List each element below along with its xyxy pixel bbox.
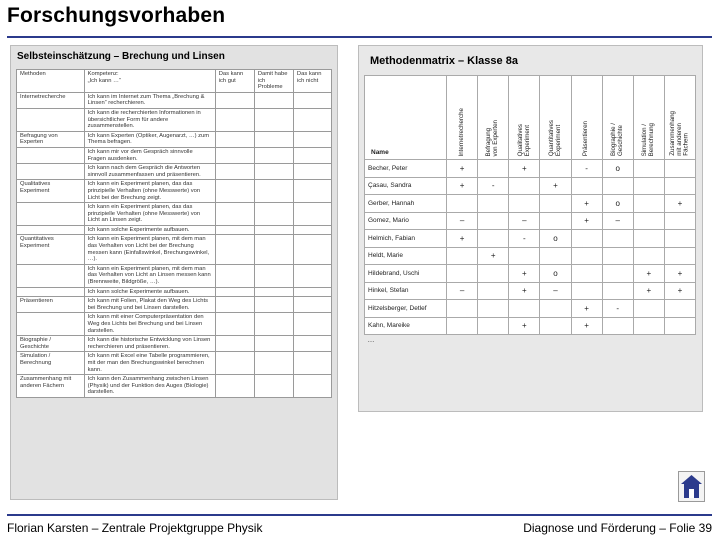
- matrix-mark-cell[interactable]: [509, 247, 540, 265]
- self-assessment-row: [17, 108, 332, 131]
- competence-cell: Ich kann ein Experiment planen, das das prinzipielle Verhalten (ohne Messwerte) von Licht bei der Brechung zeigt.: [84, 180, 215, 203]
- home-icon[interactable]: [678, 471, 705, 502]
- matrix-row: [365, 230, 696, 248]
- matrix-mark-cell[interactable]: -: [602, 300, 633, 318]
- matrix-mark-cell[interactable]: –: [509, 212, 540, 230]
- name-header: Name: [365, 76, 447, 160]
- rating-cannot-cell[interactable]: [293, 164, 331, 180]
- title-divider: [7, 36, 712, 38]
- rating-problems-cell[interactable]: [254, 180, 293, 203]
- matrix-mark-cell[interactable]: [509, 177, 540, 195]
- matrix-column-label: Simulation / Berechnung: [641, 122, 655, 156]
- matrix-mark-cell[interactable]: [664, 177, 695, 195]
- student-name: Hitzelsberger, Detlef: [365, 300, 447, 318]
- matrix-mark-cell[interactable]: -: [571, 160, 602, 178]
- rating-cannot-cell[interactable]: [293, 108, 331, 131]
- self-assessment-row: [17, 264, 332, 287]
- matrix-mark-cell[interactable]: +: [509, 265, 540, 283]
- competence-cell: Ich kann ein Experiment planen, mit dem man das Verhalten von Licht an Linsen messen kann (Brennweite, Bildgröße, …).: [84, 264, 215, 287]
- matrix-ellipsis-row: [365, 335, 696, 346]
- matrix-mark-cell[interactable]: [478, 265, 509, 283]
- rating-good-cell[interactable]: [215, 313, 254, 336]
- matrix-mark-cell[interactable]: [633, 317, 664, 335]
- matrix-row: [365, 160, 696, 178]
- footer-slide-info: Diagnose und Förderung – Folie 39: [523, 521, 712, 535]
- matrix-row: [365, 247, 696, 265]
- rating-cannot-cell[interactable]: [293, 264, 331, 287]
- method-matrix-title: Methodenmatrix – Klasse 8a: [370, 55, 518, 67]
- matrix-column-label: Biographie / Geschichte: [609, 122, 624, 156]
- header-probleme: Damit habe ich Probleme: [254, 70, 293, 93]
- competence-cell: Ich kann nach dem Gespräch die Antworten sinnvoll zusammenfassen und präsentieren.: [84, 164, 215, 180]
- matrix-mark-cell[interactable]: [633, 230, 664, 248]
- rating-good-cell[interactable]: [215, 180, 254, 203]
- self-assessment-row: [17, 164, 332, 180]
- matrix-mark-cell[interactable]: [509, 195, 540, 213]
- rating-cannot-cell[interactable]: [293, 336, 331, 352]
- header-kompetenz: Kompetenz: „Ich kann …“: [84, 70, 215, 93]
- matrix-mark-cell[interactable]: +: [447, 177, 478, 195]
- rating-cannot-cell[interactable]: [293, 225, 331, 235]
- rating-good-cell[interactable]: [215, 92, 254, 108]
- matrix-mark-cell[interactable]: [478, 160, 509, 178]
- rating-problems-cell[interactable]: [254, 352, 293, 375]
- header-kann-gut: Das kann ich gut: [215, 70, 254, 93]
- matrix-mark-cell[interactable]: +: [447, 160, 478, 178]
- matrix-mark-cell[interactable]: [633, 177, 664, 195]
- matrix-column-header: [664, 76, 695, 160]
- matrix-mark-cell[interactable]: [571, 177, 602, 195]
- rating-good-cell[interactable]: [215, 352, 254, 375]
- matrix-mark-cell[interactable]: +: [509, 317, 540, 335]
- matrix-mark-cell[interactable]: +: [664, 195, 695, 213]
- self-assessment-row: [17, 375, 332, 398]
- matrix-row: [365, 195, 696, 213]
- self-assessment-header-row: [17, 70, 332, 93]
- method-cell: Internetrecherche: [17, 92, 85, 108]
- matrix-mark-cell[interactable]: [602, 282, 633, 300]
- matrix-row: [365, 212, 696, 230]
- matrix-mark-cell[interactable]: –: [540, 282, 571, 300]
- matrix-mark-cell[interactable]: [602, 317, 633, 335]
- competence-cell: Ich kann solche Experimente aufbauen.: [84, 225, 215, 235]
- rating-good-cell[interactable]: [215, 203, 254, 226]
- rating-cannot-cell[interactable]: [293, 131, 331, 147]
- matrix-mark-cell[interactable]: +: [571, 195, 602, 213]
- rating-problems-cell[interactable]: [254, 375, 293, 398]
- matrix-mark-cell[interactable]: [447, 317, 478, 335]
- matrix-column-header: [478, 76, 509, 160]
- matrix-mark-cell[interactable]: [540, 300, 571, 318]
- rating-problems-cell[interactable]: [254, 287, 293, 297]
- self-assessment-table: [16, 69, 332, 398]
- method-cell: [17, 287, 85, 297]
- method-cell: Befragung von Experten: [17, 131, 85, 147]
- rating-problems-cell[interactable]: [254, 92, 293, 108]
- matrix-mark-cell[interactable]: [540, 247, 571, 265]
- matrix-mark-cell[interactable]: [633, 300, 664, 318]
- matrix-mark-cell[interactable]: [447, 247, 478, 265]
- matrix-mark-cell[interactable]: [509, 300, 540, 318]
- rating-problems-cell[interactable]: [254, 225, 293, 235]
- matrix-column-label: Befragung von Experten: [485, 119, 500, 156]
- method-cell: Simulation / Berechnung: [17, 352, 85, 375]
- matrix-row: [365, 282, 696, 300]
- self-assessment-row: [17, 180, 332, 203]
- matrix-mark-cell[interactable]: [664, 230, 695, 248]
- matrix-mark-cell[interactable]: [664, 300, 695, 318]
- matrix-mark-cell[interactable]: [571, 282, 602, 300]
- rating-good-cell[interactable]: [215, 287, 254, 297]
- student-name: Gomez, Mario: [365, 212, 447, 230]
- method-cell: Quantitatives Experiment: [17, 235, 85, 264]
- footer-divider: [7, 514, 712, 516]
- matrix-mark-cell[interactable]: [540, 195, 571, 213]
- matrix-mark-cell[interactable]: [447, 195, 478, 213]
- competence-cell: Ich kann mir vor dem Gespräch sinnvolle Fragen ausdenken.: [84, 147, 215, 163]
- matrix-mark-cell[interactable]: [478, 195, 509, 213]
- slide-title: Forschungsvorhaben: [7, 4, 226, 27]
- method-cell: Präsentieren: [17, 297, 85, 313]
- matrix-mark-cell[interactable]: [447, 265, 478, 283]
- matrix-mark-cell[interactable]: o: [540, 230, 571, 248]
- method-cell: [17, 147, 85, 163]
- matrix-mark-cell[interactable]: [633, 247, 664, 265]
- method-cell: [17, 225, 85, 235]
- self-assessment-row: [17, 203, 332, 226]
- student-name: Kahn, Mareike: [365, 317, 447, 335]
- rating-problems-cell[interactable]: [254, 131, 293, 147]
- matrix-column-label: Qualitatives Experiment: [516, 123, 531, 156]
- competence-cell: Ich kann im Internet zum Thema „Brechung & Linsen“ recherchieren.: [84, 92, 215, 108]
- matrix-mark-cell[interactable]: +: [509, 282, 540, 300]
- matrix-mark-cell[interactable]: [664, 160, 695, 178]
- matrix-column-label: Präsentieren: [582, 120, 590, 156]
- matrix-mark-cell[interactable]: [478, 317, 509, 335]
- matrix-mark-cell[interactable]: -: [509, 230, 540, 248]
- student-name: Çasau, Sandra: [365, 177, 447, 195]
- matrix-mark-cell[interactable]: +: [478, 247, 509, 265]
- rating-cannot-cell[interactable]: [293, 375, 331, 398]
- method-cell: Qualitatives Experiment: [17, 180, 85, 203]
- matrix-column-label: Internetrecherche: [457, 107, 465, 156]
- header-methoden: Methoden: [17, 70, 85, 93]
- header-kann-nicht: Das kann ich nicht: [293, 70, 331, 93]
- matrix-mark-cell[interactable]: –: [447, 282, 478, 300]
- matrix-mark-cell[interactable]: [664, 212, 695, 230]
- self-assessment-row: [17, 147, 332, 163]
- method-cell: [17, 164, 85, 180]
- matrix-column-header: [633, 76, 664, 160]
- rating-good-cell[interactable]: [215, 147, 254, 163]
- method-matrix-header-row: [365, 76, 696, 160]
- matrix-column-label: Quantitatives Experiment: [547, 119, 562, 156]
- matrix-ellipsis: …: [367, 336, 375, 344]
- self-assessment-sheet: [10, 45, 338, 500]
- matrix-mark-cell[interactable]: –: [602, 212, 633, 230]
- competence-cell: Ich kann ein Experiment planen, das das prinzipielle Verhalten (ohne Messwerte) von Licht an Linsen zeigt.: [84, 203, 215, 226]
- method-cell: [17, 203, 85, 226]
- matrix-mark-cell[interactable]: [571, 265, 602, 283]
- matrix-mark-cell[interactable]: +: [633, 282, 664, 300]
- student-name: Becher, Peter: [365, 160, 447, 178]
- self-assessment-row: [17, 225, 332, 235]
- matrix-mark-cell[interactable]: +: [571, 317, 602, 335]
- matrix-mark-cell[interactable]: +: [633, 265, 664, 283]
- self-assessment-row: [17, 287, 332, 297]
- matrix-mark-cell[interactable]: [664, 317, 695, 335]
- method-cell: [17, 313, 85, 336]
- rating-good-cell[interactable]: [215, 297, 254, 313]
- self-assessment-row: [17, 92, 332, 108]
- student-name: Hinkel, Stefan: [365, 282, 447, 300]
- matrix-mark-cell[interactable]: +: [571, 212, 602, 230]
- footer-author: Florian Karsten – Zentrale Projektgruppe Physik: [7, 521, 263, 535]
- rating-good-cell[interactable]: [215, 131, 254, 147]
- matrix-mark-cell[interactable]: o: [602, 160, 633, 178]
- matrix-row: [365, 265, 696, 283]
- rating-problems-cell[interactable]: [254, 235, 293, 264]
- self-assessment-row: [17, 313, 332, 336]
- matrix-mark-cell[interactable]: –: [447, 212, 478, 230]
- matrix-mark-cell[interactable]: [602, 230, 633, 248]
- matrix-mark-cell[interactable]: [478, 230, 509, 248]
- matrix-column-header: [540, 76, 571, 160]
- matrix-mark-cell[interactable]: [602, 177, 633, 195]
- method-cell: Biographie / Geschichte: [17, 336, 85, 352]
- matrix-column-header: [509, 76, 540, 160]
- rating-problems-cell[interactable]: [254, 297, 293, 313]
- matrix-mark-cell[interactable]: +: [509, 160, 540, 178]
- rating-problems-cell[interactable]: [254, 147, 293, 163]
- matrix-mark-cell[interactable]: [571, 230, 602, 248]
- student-name: Hildebrand, Uschi: [365, 265, 447, 283]
- competence-cell: Ich kann Experten (Optiker, Augenarzt, …) zum Thema befragen.: [84, 131, 215, 147]
- rating-good-cell[interactable]: [215, 108, 254, 131]
- matrix-mark-cell[interactable]: o: [602, 195, 633, 213]
- matrix-mark-cell[interactable]: +: [540, 177, 571, 195]
- rating-cannot-cell[interactable]: [293, 180, 331, 203]
- student-name: Helmich, Fabian: [365, 230, 447, 248]
- self-assessment-row: [17, 336, 332, 352]
- matrix-mark-cell[interactable]: +: [571, 300, 602, 318]
- rating-cannot-cell[interactable]: [293, 287, 331, 297]
- competence-cell: Ich kann mit Folien, Plakat den Weg des Lichts bei Brechung und bei Linsen darstellen.: [84, 297, 215, 313]
- method-cell: Zusammenhang mit anderen Fächern: [17, 375, 85, 398]
- matrix-mark-cell[interactable]: [602, 265, 633, 283]
- rating-cannot-cell[interactable]: [293, 203, 331, 226]
- self-assessment-row: [17, 131, 332, 147]
- rating-good-cell[interactable]: [215, 235, 254, 264]
- rating-good-cell[interactable]: [215, 336, 254, 352]
- competence-cell: Ich kann die recherchierten Informationen in übersichtlicher Form für andere zusammenstellen.: [84, 108, 215, 131]
- matrix-mark-cell[interactable]: [478, 212, 509, 230]
- competence-cell: Ich kann den Zusammenhang zwischen Linsen (Physik) und der Funktion des Auges (Biologie) darstellen.: [84, 375, 215, 398]
- matrix-mark-cell[interactable]: +: [664, 282, 695, 300]
- student-name: Gerber, Hannah: [365, 195, 447, 213]
- method-matrix-sheet: [358, 45, 703, 412]
- matrix-mark-cell[interactable]: [664, 247, 695, 265]
- self-assessment-row: [17, 297, 332, 313]
- rating-cannot-cell[interactable]: [293, 147, 331, 163]
- rating-good-cell[interactable]: [215, 264, 254, 287]
- rating-cannot-cell[interactable]: [293, 313, 331, 336]
- matrix-mark-cell[interactable]: [633, 195, 664, 213]
- matrix-column-header: [447, 76, 478, 160]
- rating-problems-cell[interactable]: [254, 203, 293, 226]
- competence-cell: Ich kann solche Experimente aufbauen.: [84, 287, 215, 297]
- matrix-row: [365, 177, 696, 195]
- matrix-mark-cell[interactable]: [571, 247, 602, 265]
- matrix-column-header: [602, 76, 633, 160]
- competence-cell: Ich kann mit einer Computerpräsentation den Weg des Lichts bei Brechung und bei Linsen darstellen.: [84, 313, 215, 336]
- rating-cannot-cell[interactable]: [293, 92, 331, 108]
- matrix-column-header: [571, 76, 602, 160]
- matrix-mark-cell[interactable]: +: [447, 230, 478, 248]
- rating-cannot-cell[interactable]: [293, 235, 331, 264]
- self-assessment-title: Selbsteinschätzung – Brechung und Linsen: [17, 51, 225, 62]
- matrix-mark-cell[interactable]: [478, 282, 509, 300]
- self-assessment-row: [17, 352, 332, 375]
- rating-problems-cell[interactable]: [254, 313, 293, 336]
- rating-problems-cell[interactable]: [254, 264, 293, 287]
- matrix-mark-cell[interactable]: [540, 317, 571, 335]
- matrix-mark-cell[interactable]: +: [664, 265, 695, 283]
- matrix-mark-cell[interactable]: o: [540, 265, 571, 283]
- self-assessment-row: [17, 235, 332, 264]
- matrix-mark-cell[interactable]: [478, 300, 509, 318]
- matrix-row: [365, 317, 696, 335]
- competence-cell: Ich kann mit Excel eine Tabelle programmieren, mit der man den Brechungswinkel berechnen kann.: [84, 352, 215, 375]
- rating-cannot-cell[interactable]: [293, 352, 331, 375]
- rating-problems-cell[interactable]: [254, 336, 293, 352]
- method-matrix-table: [364, 75, 696, 345]
- rating-problems-cell[interactable]: [254, 164, 293, 180]
- matrix-mark-cell[interactable]: [540, 160, 571, 178]
- matrix-mark-cell[interactable]: [633, 160, 664, 178]
- rating-good-cell[interactable]: [215, 375, 254, 398]
- competence-cell: Ich kann die historische Entwicklung von Linsen recherchieren und präsentieren.: [84, 336, 215, 352]
- matrix-mark-cell[interactable]: [633, 212, 664, 230]
- rating-good-cell[interactable]: [215, 164, 254, 180]
- matrix-column-label: Zusammenhang mit anderen Fächern: [668, 111, 690, 156]
- matrix-mark-cell[interactable]: [447, 300, 478, 318]
- competence-cell: Ich kann ein Experiment planen, mit dem man das Verhalten von Licht bei der Brechung messen kann (Einfallswinkel, Brechungswinkel, …).: [84, 235, 215, 264]
- rating-problems-cell[interactable]: [254, 108, 293, 131]
- matrix-mark-cell[interactable]: -: [478, 177, 509, 195]
- student-name: Heldt, Marie: [365, 247, 447, 265]
- matrix-mark-cell[interactable]: [602, 247, 633, 265]
- rating-cannot-cell[interactable]: [293, 297, 331, 313]
- method-cell: [17, 264, 85, 287]
- matrix-mark-cell[interactable]: [540, 212, 571, 230]
- method-cell: [17, 108, 85, 131]
- matrix-row: [365, 300, 696, 318]
- rating-good-cell[interactable]: [215, 225, 254, 235]
